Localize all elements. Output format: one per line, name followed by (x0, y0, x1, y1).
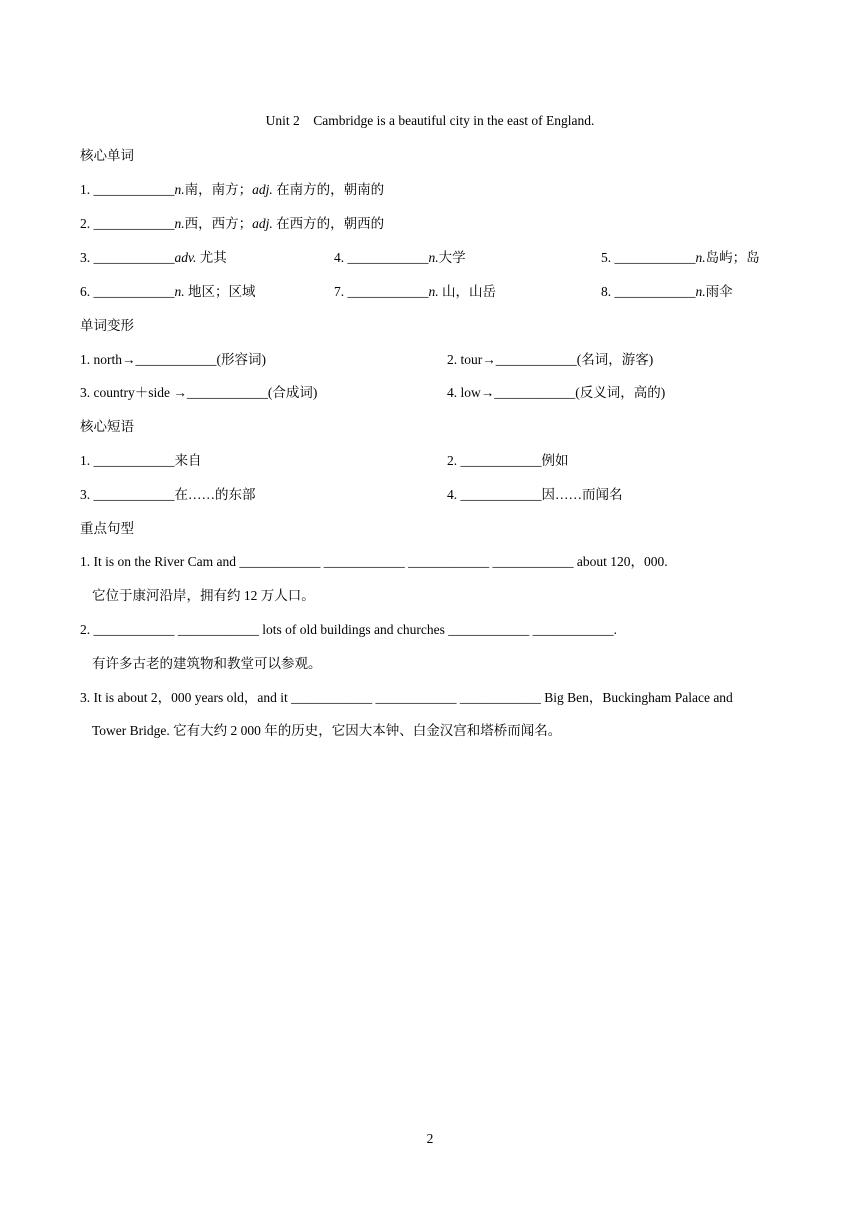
answer-blank[interactable]: ____________ (347, 284, 429, 299)
part-of-speech: n. (695, 250, 706, 265)
item-number: 4. (447, 487, 461, 502)
item-number: 4. (334, 250, 348, 265)
answer-blank[interactable]: ____________ (460, 453, 542, 468)
phrase-1 (80, 452, 202, 470)
prompt: 4. low→ (447, 385, 495, 400)
item-number: 2. (447, 453, 461, 468)
item-number: 6. (80, 284, 94, 299)
item-number: 1. (80, 182, 94, 197)
answer-blank[interactable]: ____________ (93, 284, 175, 299)
meaning: 例如 (541, 453, 569, 468)
part-of-speech: n. (174, 216, 185, 231)
answer-blank[interactable]: ____________ (186, 385, 268, 400)
meaning: 尤其 (196, 250, 227, 265)
sentence-1-translation: 它位于康河沿岸，拥有约 12 万人口。 (92, 588, 315, 603)
item-number: 1. (80, 453, 94, 468)
meaning: 因……而闻名 (541, 487, 623, 502)
prompt: 1. north→ (80, 352, 136, 367)
word-form-3 (80, 384, 317, 402)
answer-blank[interactable]: ____________ (93, 182, 175, 197)
item-number: 2. (80, 216, 94, 231)
answer-blank[interactable]: ____________ (494, 385, 576, 400)
part-of-speech: n. (695, 284, 706, 299)
sentence-2-english[interactable]: 2. ____________ ____________ lots of old buildings and churches ____________ ____________. (80, 622, 617, 637)
part-of-speech: n. (174, 182, 185, 197)
meaning: 来自 (174, 453, 202, 468)
core-word-4 (334, 249, 466, 267)
core-word-8 (601, 283, 733, 301)
section-heading-core-words: 核心单词 (80, 148, 134, 163)
word-form-2 (447, 351, 653, 369)
meaning: 雨伞 (705, 284, 733, 299)
prompt: 2. tour→ (447, 352, 496, 367)
core-word-7 (334, 283, 496, 301)
page-number: 2 (426, 1131, 434, 1146)
section-heading-key-sentences: 重点句型 (80, 521, 134, 536)
answer-blank[interactable]: ____________ (614, 284, 696, 299)
part-of-speech: adv. (174, 250, 197, 265)
sentence-1-english[interactable]: 1. It is on the River Cam and ____________ ____________ ____________ ____________ about 120，000. (80, 554, 668, 569)
meaning: 山，山岳 (438, 284, 496, 299)
meaning: 大学 (438, 250, 466, 265)
phrase-4 (447, 486, 623, 504)
item-number: 8. (601, 284, 615, 299)
answer-blank[interactable]: ____________ (135, 352, 217, 367)
part-of-speech: adj. (252, 182, 273, 197)
answer-blank[interactable]: ____________ (460, 487, 542, 502)
answer-blank[interactable]: ____________ (495, 352, 577, 367)
meaning: 南，南方； (184, 182, 253, 197)
section-heading-word-forms: 单词变形 (80, 318, 134, 333)
meaning: 岛屿；岛 (705, 250, 760, 265)
section-heading-core-phrases: 核心短语 (80, 419, 134, 434)
answer-blank[interactable]: ____________ (93, 216, 175, 231)
part-of-speech: n. (428, 250, 439, 265)
answer-blank[interactable]: ____________ (614, 250, 696, 265)
hint: (合成词) (267, 385, 318, 400)
core-word-6 (80, 283, 256, 301)
item-number: 5. (601, 250, 615, 265)
sentence-3-continuation: Tower Bridge. 它有大约 2 000 年的历史，它因大本钟、白金汉宫和塔桥而闻名。 (92, 723, 562, 738)
phrase-3 (80, 486, 256, 504)
hint: (反义词，高的) (575, 385, 666, 400)
core-word-1 (80, 181, 384, 199)
meaning: 在……的东部 (174, 487, 256, 502)
meaning: 地区；区域 (184, 284, 256, 299)
core-word-5 (601, 249, 760, 267)
part-of-speech: n. (428, 284, 439, 299)
answer-blank[interactable]: ____________ (347, 250, 429, 265)
meaning: 西，西方； (184, 216, 253, 231)
hint: (名词，游客) (576, 352, 654, 367)
item-number: 3. (80, 487, 94, 502)
item-number: 3. (80, 250, 94, 265)
sentence-3-english[interactable]: 3. It is about 2，000 years old，and it ____________ ____________ ____________ Big Ben，Buckingham Palace and (80, 690, 733, 705)
part-of-speech: adj. (252, 216, 273, 231)
meaning: 在南方的，朝南的 (272, 182, 385, 197)
prompt: 3. country＋side → (80, 385, 187, 400)
core-word-2 (80, 215, 384, 233)
answer-blank[interactable]: ____________ (93, 250, 175, 265)
hint: (形容词) (216, 352, 266, 367)
page-title: Unit 2 Cambridge is a beautiful city in the east of England. (265, 113, 595, 128)
word-form-1 (80, 351, 266, 369)
answer-blank[interactable]: ____________ (93, 453, 175, 468)
answer-blank[interactable]: ____________ (93, 487, 175, 502)
sentence-2-translation: 有许多古老的建筑物和教堂可以参观。 (92, 656, 322, 671)
core-word-3 (80, 249, 227, 267)
item-number: 7. (334, 284, 348, 299)
part-of-speech: n. (174, 284, 185, 299)
phrase-2 (447, 452, 569, 470)
word-form-4 (447, 384, 665, 402)
meaning: 在西方的，朝西的 (272, 216, 385, 231)
